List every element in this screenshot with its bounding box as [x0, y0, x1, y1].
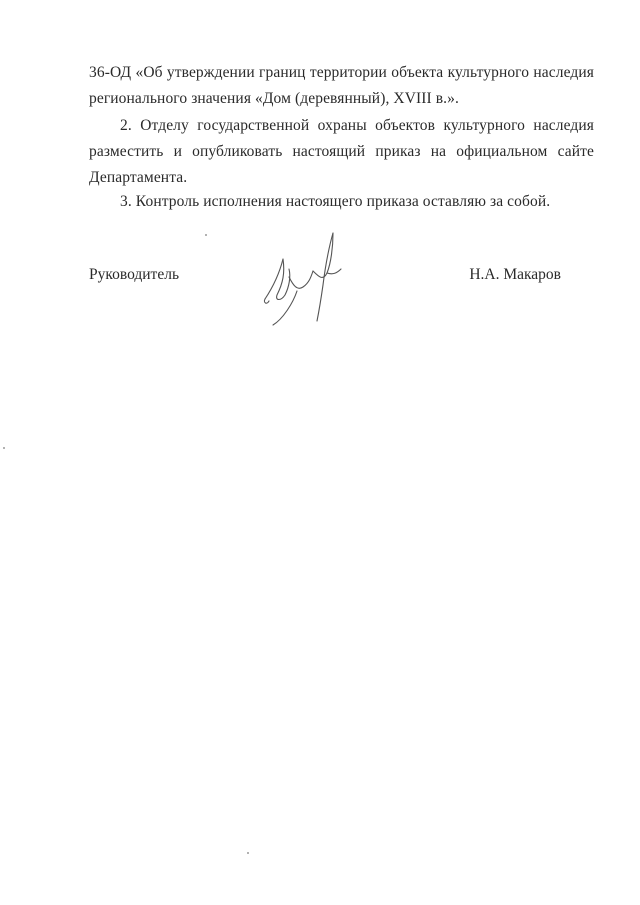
signatory-name: Н.А. Макаров [469, 266, 561, 283]
scan-speck [247, 852, 249, 854]
signatory-role: Руководитель [89, 266, 180, 283]
paragraph-line: 36-ОД «Об утверждении границ территории объекта культурного наследия [89, 64, 594, 81]
paragraph-line: регионального значения «Дом (деревянный), XVIII в.». [89, 90, 459, 107]
handwritten-signature [253, 225, 349, 330]
paragraph-order-reference [89, 60, 594, 112]
paragraph-line: 3. Контроль исполнения настоящего приказа оставляю за собой. [120, 193, 551, 210]
paragraph-line: Департамента. [89, 169, 188, 186]
paragraph-line: 2. Отделу государственной охраны объектов культурного наследия [120, 117, 594, 134]
scan-speck [205, 234, 207, 236]
paragraph-item-3 [89, 189, 594, 215]
paragraph-item-2 [89, 113, 594, 191]
paragraph-line: разместить и опубликовать настоящий приказ на официальном сайте [89, 143, 594, 160]
scan-speck [3, 447, 5, 449]
